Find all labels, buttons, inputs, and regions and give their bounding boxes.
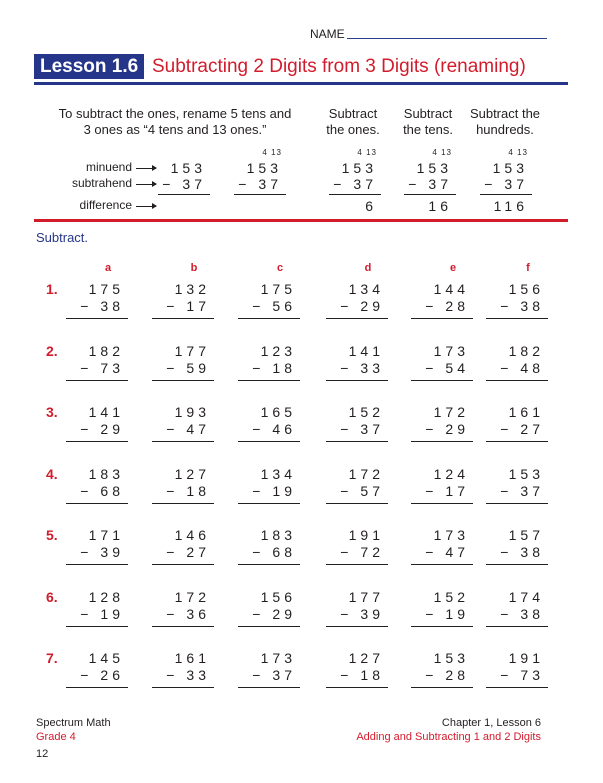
answer-rule <box>238 626 300 627</box>
footer-right <box>356 716 541 744</box>
lesson-header <box>34 54 568 80</box>
problem-minuend: 183 <box>260 527 296 543</box>
answer-rule <box>238 503 300 504</box>
problem-5b <box>146 527 216 567</box>
answer-rule <box>238 318 300 319</box>
problem-minuend: 124 <box>433 465 469 482</box>
answer-rule <box>326 564 388 565</box>
answer-rule <box>411 503 473 504</box>
problem-4c <box>232 466 302 506</box>
grade-label: Grade 4 <box>36 731 76 743</box>
answer-rule <box>238 564 300 565</box>
minus-sign: − <box>425 482 438 499</box>
problem-subtrahend: − 17 <box>166 298 210 314</box>
problem-subtrahend: − 29 <box>252 605 296 622</box>
minus-sign: − <box>252 605 265 622</box>
minus-sign: − <box>500 421 513 437</box>
problem-3f <box>480 404 550 444</box>
minus-sign: − <box>425 359 438 376</box>
answer-rule <box>411 687 473 688</box>
problem-minuend: 153 <box>508 465 544 482</box>
example-subtrahend: − 37 <box>238 176 282 192</box>
problem-subtrahend: − 18 <box>252 359 296 376</box>
problem-subtrahend: − 38 <box>80 298 124 314</box>
problem-subtrahend: − 39 <box>80 544 124 560</box>
minus-sign: − <box>80 667 93 683</box>
problem-subtrahend: − 48 <box>500 359 544 376</box>
problem-7b <box>146 650 216 690</box>
lesson-title: Subtracting 2 Digits from 3 Digits (renaming) <box>152 56 526 77</box>
problem-minuend: 157 <box>508 527 544 543</box>
answer-rule <box>66 441 128 442</box>
answer-rule <box>411 318 473 319</box>
minus-sign: − <box>166 605 179 622</box>
problem-subtrahend: − 54 <box>425 359 469 376</box>
problem-minuend: 123 <box>260 342 296 359</box>
page-number: 12 <box>36 748 49 760</box>
problem-5e <box>405 527 475 567</box>
problem-5a <box>60 527 130 567</box>
problem-6d <box>320 589 390 629</box>
answer-rule <box>152 687 214 688</box>
minus-sign: − <box>80 298 93 314</box>
answer-rule <box>486 503 548 504</box>
example-answer: 16 <box>428 198 452 214</box>
problem-minuend: 183 <box>88 465 124 482</box>
example-minuend: 153 <box>416 160 452 176</box>
problem-subtrahend: − 27 <box>500 421 544 437</box>
subtrahend-arrow <box>136 184 156 185</box>
problem-subtrahend: − 33 <box>166 667 210 683</box>
problem-7e <box>405 650 475 690</box>
problem-subtrahend: − 38 <box>500 298 544 314</box>
answer-rule <box>238 687 300 688</box>
problem-subtrahend: − 37 <box>500 482 544 499</box>
example-minuend: 153 <box>341 160 377 176</box>
problem-subtrahend: − 18 <box>166 482 210 499</box>
problem-7f <box>480 650 550 690</box>
problem-minuend: 144 <box>433 281 469 297</box>
problem-minuend: 182 <box>508 342 544 359</box>
problem-subtrahend: − 19 <box>252 482 296 499</box>
example-rule <box>329 194 381 195</box>
section-label: Subtract. <box>36 230 89 245</box>
minus-sign: − <box>166 421 179 437</box>
problem-7c <box>232 650 302 690</box>
step-hundreds-heading: Subtract the hundreds. <box>469 106 541 137</box>
minus-sign: − <box>252 667 265 683</box>
minus-sign: − <box>340 667 353 683</box>
problem-minuend: 132 <box>174 281 210 297</box>
answer-rule <box>66 626 128 627</box>
problem-minuend: 153 <box>433 650 469 666</box>
minus-sign: − <box>425 421 438 437</box>
problem-subtrahend: − 26 <box>80 667 124 683</box>
answer-rule <box>326 380 388 381</box>
problem-minuend: 152 <box>348 404 384 420</box>
example-rule <box>480 194 532 195</box>
minus-sign: − <box>425 298 438 314</box>
problem-4d <box>320 466 390 506</box>
problem-3e <box>405 404 475 444</box>
problem-3a <box>60 404 130 444</box>
problem-minuend: 175 <box>260 281 296 297</box>
answer-rule <box>326 687 388 688</box>
minus-sign: − <box>500 544 513 560</box>
problem-minuend: 161 <box>174 650 210 666</box>
minus-sign: − <box>340 544 353 560</box>
minus-sign: − <box>500 359 513 376</box>
answer-rule <box>326 318 388 319</box>
minus-sign: − <box>252 298 265 314</box>
problem-subtrahend: − 38 <box>500 544 544 560</box>
minus-sign: − <box>80 605 93 622</box>
problem-minuend: 174 <box>508 588 544 605</box>
problem-minuend: 182 <box>88 342 124 359</box>
problem-subtrahend: − 18 <box>340 667 384 683</box>
problem-minuend: 172 <box>433 404 469 420</box>
problem-subtrahend: − 39 <box>340 605 384 622</box>
problem-6b <box>146 589 216 629</box>
problem-subtrahend: − 27 <box>166 544 210 560</box>
answer-rule <box>486 318 548 319</box>
problem-subtrahend: − 17 <box>425 482 469 499</box>
problem-3c <box>232 404 302 444</box>
minus-sign: − <box>166 544 179 560</box>
problem-subtrahend: − 28 <box>425 667 469 683</box>
minus-sign: − <box>80 421 93 437</box>
problem-subtrahend: − 57 <box>340 482 384 499</box>
problem-subtrahend: − 56 <box>252 298 296 314</box>
intro-text <box>40 106 310 138</box>
problem-4b <box>146 466 216 506</box>
problem-minuend: 171 <box>88 527 124 543</box>
step-tens-heading: Subtract the tens. <box>403 106 453 137</box>
row-number: 5. <box>46 527 58 543</box>
minus-sign: − <box>500 605 513 622</box>
lesson-tag: Lesson 1.6 <box>34 54 144 79</box>
problem-minuend: 177 <box>174 342 210 359</box>
column-letter-c: c <box>276 262 284 274</box>
problem-subtrahend: − 37 <box>252 667 296 683</box>
problem-subtrahend: − 59 <box>166 359 210 376</box>
problem-5f <box>480 527 550 567</box>
name-label: NAME <box>310 27 345 41</box>
problem-2c <box>232 343 302 383</box>
problem-minuend: 141 <box>88 404 124 420</box>
column-letter-d: d <box>364 262 372 274</box>
problem-minuend: 193 <box>174 404 210 420</box>
problem-minuend: 134 <box>348 281 384 297</box>
row-number: 7. <box>46 650 58 666</box>
problem-minuend: 177 <box>348 588 384 605</box>
example-rule <box>158 194 210 195</box>
problem-subtrahend: − 37 <box>340 421 384 437</box>
column-letter-f: f <box>526 262 530 274</box>
answer-rule <box>411 626 473 627</box>
problem-subtrahend: − 68 <box>80 482 124 499</box>
example-rule <box>234 194 286 195</box>
problem-minuend: 134 <box>260 465 296 482</box>
answer-rule <box>66 503 128 504</box>
answer-rule <box>411 380 473 381</box>
minus-sign: − <box>340 359 353 376</box>
minus-sign: − <box>80 544 93 560</box>
problem-minuend: 145 <box>88 650 124 666</box>
problem-1f <box>480 281 550 321</box>
difference-arrow <box>136 206 156 207</box>
problem-2d <box>320 343 390 383</box>
problem-minuend: 173 <box>433 342 469 359</box>
problem-minuend: 128 <box>88 588 124 605</box>
problem-2b <box>146 343 216 383</box>
minuend-label: minuend <box>85 160 132 174</box>
problem-1b <box>146 281 216 321</box>
answer-rule <box>152 441 214 442</box>
problem-minuend: 191 <box>348 527 384 543</box>
problem-subtrahend: − 28 <box>425 298 469 314</box>
example-minuend: 153 <box>246 160 282 176</box>
problem-minuend: 152 <box>433 588 469 605</box>
problem-minuend: 165 <box>260 404 296 420</box>
minus-sign: − <box>166 359 179 376</box>
problem-subtrahend: − 73 <box>500 667 544 683</box>
problem-7a <box>60 650 130 690</box>
answer-rule <box>486 441 548 442</box>
answer-rule <box>411 564 473 565</box>
answer-rule <box>238 380 300 381</box>
difference-label: difference <box>79 198 132 212</box>
chapter-label: Chapter 1, Lesson 6 <box>441 717 541 729</box>
problem-5d <box>320 527 390 567</box>
lesson-divider <box>34 82 568 85</box>
answer-rule <box>152 380 214 381</box>
answer-rule <box>66 380 128 381</box>
answer-rule <box>152 564 214 565</box>
problem-2f <box>480 343 550 383</box>
problem-subtrahend: − 33 <box>340 359 384 376</box>
minuend-arrow <box>136 168 156 169</box>
answer-rule <box>152 318 214 319</box>
problem-1e <box>405 281 475 321</box>
example-minuend: 153 <box>492 160 528 176</box>
problem-minuend: 146 <box>174 527 210 543</box>
minus-sign: − <box>340 421 353 437</box>
problem-subtrahend: − 29 <box>80 421 124 437</box>
answer-rule <box>326 626 388 627</box>
answer-rule <box>152 626 214 627</box>
minus-sign: − <box>425 605 438 622</box>
intro-line-2: 3 ones as “4 tens and 13 ones.” <box>83 122 267 137</box>
row-number: 1. <box>46 281 58 297</box>
problem-minuend: 172 <box>174 588 210 605</box>
example-subtrahend: − 37 <box>484 176 528 192</box>
problem-2a <box>60 343 130 383</box>
problem-subtrahend: − 36 <box>166 605 210 622</box>
answer-rule <box>486 380 548 381</box>
problem-minuend: 156 <box>260 588 296 605</box>
answer-rule <box>66 318 128 319</box>
minus-sign: − <box>252 544 265 560</box>
problem-minuend: 175 <box>88 281 124 297</box>
minus-sign: − <box>252 359 265 376</box>
problem-minuend: 141 <box>348 342 384 359</box>
problem-subtrahend: − 19 <box>80 605 124 622</box>
answer-rule <box>152 503 214 504</box>
problem-1a <box>60 281 130 321</box>
minus-sign: − <box>166 482 179 499</box>
minus-sign: − <box>425 544 438 560</box>
minus-sign: − <box>166 298 179 314</box>
problem-minuend: 161 <box>508 404 544 420</box>
problem-6f <box>480 589 550 629</box>
minus-sign: − <box>500 667 513 683</box>
chapter-topic: Adding and Subtracting 1 and 2 Digits <box>356 731 541 743</box>
name-field[interactable] <box>310 27 547 41</box>
problem-1d <box>320 281 390 321</box>
problem-4a <box>60 466 130 506</box>
problem-subtrahend: − 19 <box>425 605 469 622</box>
minus-sign: − <box>80 482 93 499</box>
example-answer: 116 <box>493 198 528 214</box>
answer-rule <box>66 564 128 565</box>
minus-sign: − <box>340 298 353 314</box>
problem-5c <box>232 527 302 567</box>
minus-sign: − <box>340 605 353 622</box>
problem-subtrahend: − 72 <box>340 544 384 560</box>
answer-rule <box>326 503 388 504</box>
problem-2e <box>405 343 475 383</box>
minus-sign: − <box>166 667 179 683</box>
problem-subtrahend: − 47 <box>166 421 210 437</box>
book-title: Spectrum Math <box>36 717 111 729</box>
answer-rule <box>486 687 548 688</box>
section-divider <box>34 219 568 222</box>
problem-6e <box>405 589 475 629</box>
problem-minuend: 173 <box>260 650 296 666</box>
problem-subtrahend: − 73 <box>80 359 124 376</box>
problem-subtrahend: − 29 <box>340 298 384 314</box>
answer-rule <box>411 441 473 442</box>
problem-subtrahend: − 38 <box>500 605 544 622</box>
minus-sign: − <box>80 359 93 376</box>
answer-rule <box>486 564 548 565</box>
row-number: 4. <box>46 465 58 482</box>
example-subtrahend: − 37 <box>333 176 377 192</box>
minus-sign: − <box>340 482 353 499</box>
problem-6c <box>232 589 302 629</box>
problem-4e <box>405 466 475 506</box>
answer-rule <box>66 687 128 688</box>
column-letter-a: a <box>104 262 112 274</box>
problem-minuend: 173 <box>433 527 469 543</box>
subtrahend-label: subtrahend <box>71 176 132 190</box>
footer-left <box>36 716 111 744</box>
problem-minuend: 127 <box>348 650 384 666</box>
example-minuend: 153 <box>170 160 206 176</box>
example-answer: 6 <box>365 198 377 214</box>
row-number: 6. <box>46 588 58 605</box>
column-letter-e: e <box>449 262 457 274</box>
problem-minuend: 172 <box>348 465 384 482</box>
problem-subtrahend: − 68 <box>252 544 296 560</box>
row-number: 3. <box>46 404 58 420</box>
problem-7d <box>320 650 390 690</box>
intro-line-1: To subtract the ones, rename 5 tens and <box>58 106 292 121</box>
problem-subtrahend: − 29 <box>425 421 469 437</box>
column-letter-b: b <box>190 262 198 274</box>
answer-rule <box>486 626 548 627</box>
minus-sign: − <box>425 667 438 683</box>
example-subtrahend: − 37 <box>162 176 206 192</box>
row-number: 2. <box>46 342 58 359</box>
problem-1c <box>232 281 302 321</box>
example-rule <box>404 194 456 195</box>
minus-sign: − <box>500 482 513 499</box>
minus-sign: − <box>252 482 265 499</box>
problem-4f <box>480 466 550 506</box>
problem-6a <box>60 589 130 629</box>
problem-subtrahend: − 47 <box>425 544 469 560</box>
problem-minuend: 156 <box>508 281 544 297</box>
minus-sign: − <box>500 298 513 314</box>
answer-rule <box>326 441 388 442</box>
minus-sign: − <box>252 421 265 437</box>
step-ones-heading: Subtract the ones. <box>326 106 380 137</box>
problem-subtrahend: − 46 <box>252 421 296 437</box>
name-line <box>347 38 547 39</box>
answer-rule <box>238 441 300 442</box>
example-subtrahend: − 37 <box>408 176 452 192</box>
problem-minuend: 127 <box>174 465 210 482</box>
problem-3b <box>146 404 216 444</box>
problem-3d <box>320 404 390 444</box>
problem-minuend: 191 <box>508 650 544 666</box>
